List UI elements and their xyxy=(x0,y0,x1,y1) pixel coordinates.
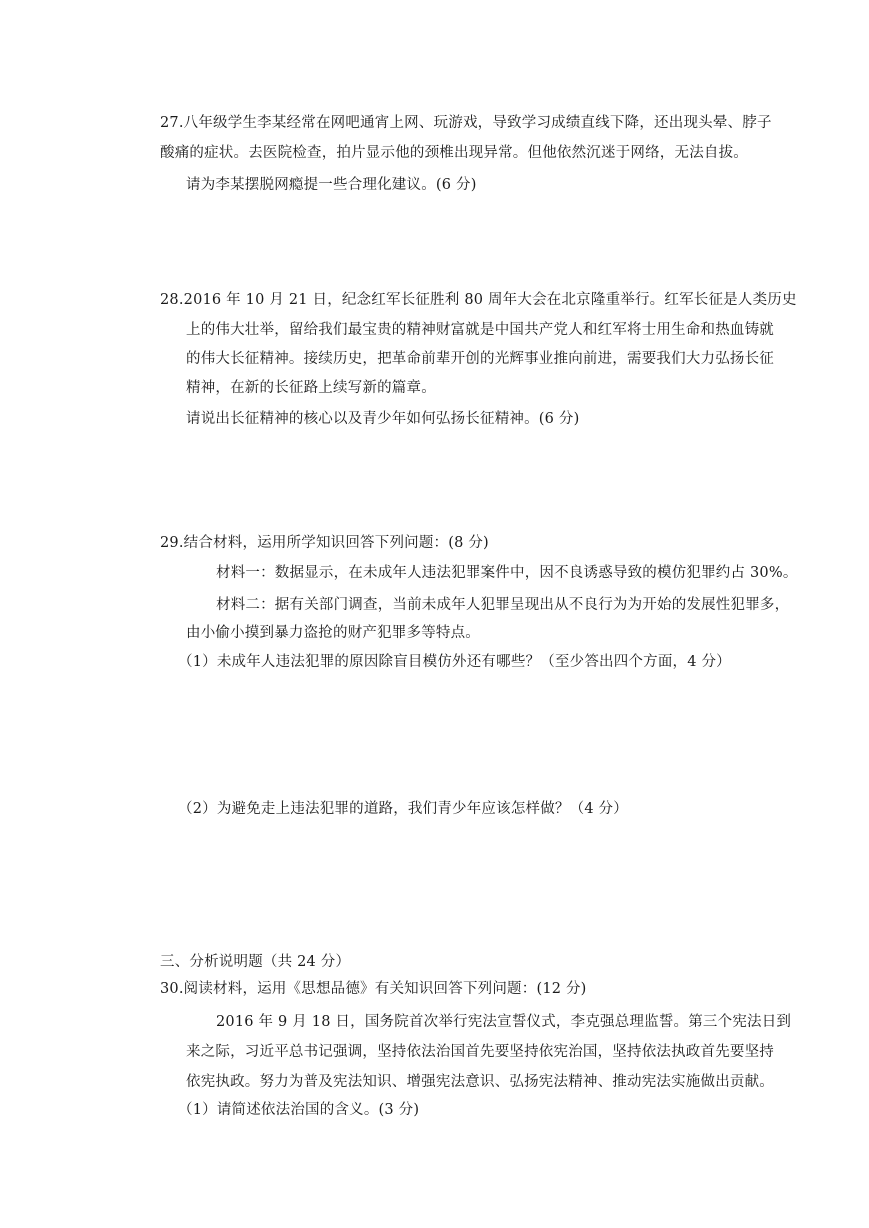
q29-material-2-line-2: 由小偷小摸到暴力盗抢的财产犯罪多等特点。 xyxy=(186,625,480,641)
q28-prompt: 请说出长征精神的核心以及青少年如何弘扬长征精神。(6 分) xyxy=(186,411,580,427)
q30-header: 30.阅读材料，运用《思想品德》有关知识回答下列问题：(12 分) xyxy=(160,981,587,997)
q30-text-line-2: 来之际，习近平总书记强调，坚持依法治国首先要坚持依宪治国，坚持依法执政首先要坚持 xyxy=(186,1044,774,1060)
q30-text-line-1: 2016 年 9 月 18 日，国务院首次举行宪法宣誓仪式，李克强总理监誓。第三个宪法日到 xyxy=(216,1014,792,1030)
q30-text-line-3: 依宪执政。努力为普及宪法知识、增强宪法意识、弘扬宪法精神、推动宪法实施做出贡献。 xyxy=(186,1074,774,1090)
q28-text-line-1: 28.2016 年 10 月 21 日，纪念红军长征胜利 80 周年大会在北京隆重举行。红军长征是人类历史 xyxy=(160,292,797,308)
q27-text-line-1: 27.八年级学生李某经常在网吧通宵上网、玩游戏，导致学习成绩直线下降，还出现头晕、脖子 xyxy=(160,115,772,131)
q29-material-2-line-1: 材料二：据有关部门调查，当前未成年人犯罪呈现出从不良行为为开始的发展性犯罪多， xyxy=(216,597,790,613)
q28-text-line-2: 上的伟大壮举，留给我们最宝贵的精神财富就是中国共产党人和红军将士用生命和热血铸就 xyxy=(186,322,774,338)
q29-material-1: 材料一：数据显示，在未成年人违法犯罪案件中，因不良诱惑导致的模仿犯罪约占 30%。 xyxy=(216,565,798,581)
q29-header: 29.结合材料，运用所学知识回答下列问题：(8 分) xyxy=(160,535,489,551)
q29-subquestion-1: （1）未成年人违法犯罪的原因除盲目模仿外还有哪些？（至少答出四个方面，4 分） xyxy=(178,654,731,670)
q28-text-line-3: 的伟大长征精神。接续历史，把革命前辈开创的光辉事业推向前进，需要我们大力弘扬长征 xyxy=(186,351,774,367)
q30-subquestion-1: （1）请简述依法治国的含义。(3 分) xyxy=(178,1102,420,1118)
q29-subquestion-2: （2）为避免走上违法犯罪的道路，我们青少年应该怎样做？（4 分） xyxy=(178,801,628,817)
section-3-title: 三、分析说明题（共 24 分） xyxy=(160,954,351,970)
q27-text-line-2: 酸痛的症状。去医院检查，拍片显示他的颈椎出现异常。但他依然沉迷于网络，无法自拔。 xyxy=(160,145,748,161)
q28-text-line-4: 精神，在新的长征路上续写新的篇章。 xyxy=(186,380,436,396)
q27-prompt: 请为李某摆脱网瘾提一些合理化建议。(6 分) xyxy=(186,177,477,193)
